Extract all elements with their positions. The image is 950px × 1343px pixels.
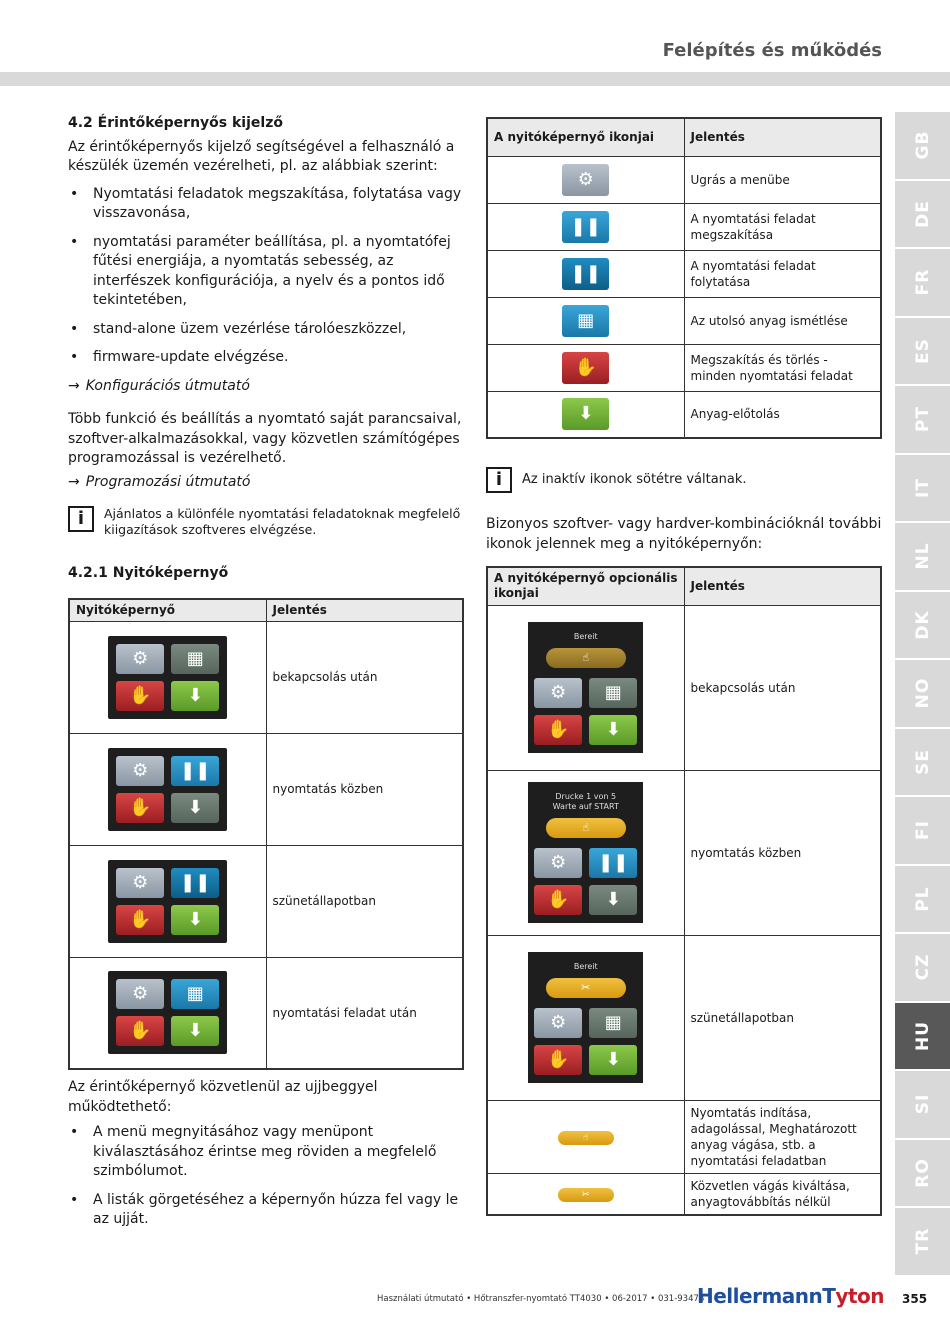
- pause-icon: ❚❚: [171, 756, 219, 786]
- pause-icon: ❚❚: [589, 848, 637, 878]
- lang-tab-es[interactable]: ES: [895, 318, 950, 387]
- table-row: [487, 605, 881, 770]
- gear-icon: ⚙: [534, 1008, 582, 1038]
- paragraph-3: Az érintőképernyő közvetlenül az ujjbeggyel működtethető:: [68, 1079, 378, 1115]
- lang-tab-pt[interactable]: PT: [895, 386, 950, 455]
- table-row: [487, 156, 881, 203]
- cancel-hand-icon: ✋: [534, 885, 582, 915]
- gear-icon: ⚙: [116, 979, 164, 1009]
- table-row: [487, 250, 881, 297]
- screen-thumbnail: [108, 971, 227, 1054]
- table-row: [487, 344, 881, 391]
- cancel-hand-icon: ✋: [116, 681, 164, 711]
- table-row: [487, 770, 881, 935]
- start-pill-icon: ☝: [558, 1131, 614, 1145]
- screen-thumbnail: Bereit ✂ ⚙ ▦ ✋ ⬇: [528, 952, 643, 1083]
- table-row: [487, 297, 881, 344]
- gear-icon: ⚙: [116, 644, 164, 674]
- lang-tab-gb[interactable]: GB: [895, 112, 950, 181]
- table-cell: szünetállapotban: [266, 845, 463, 957]
- lang-tab-ro[interactable]: RO: [895, 1140, 950, 1209]
- repeat-label-icon: ▦: [171, 979, 219, 1009]
- arrow-right-icon: →: [68, 473, 80, 490]
- pause-icon: ❚❚: [562, 211, 609, 243]
- config-guide-reference: → Konfigurációs útmutató: [68, 377, 250, 394]
- table-row: [487, 391, 881, 438]
- list-item: • A listák görgetéséhez a képernyőn húzza fel vagy le az ujját.: [68, 1191, 464, 1230]
- arrow-right-icon: →: [68, 377, 80, 394]
- optional-icons-table: [486, 566, 882, 1216]
- lang-tab-cz[interactable]: CZ: [895, 934, 950, 1003]
- table-row: [69, 957, 463, 1069]
- table-row: [69, 845, 463, 957]
- programming-guide-reference: → Programozási útmutató: [68, 473, 251, 490]
- lang-tab-pl[interactable]: PL: [895, 866, 950, 935]
- start-pill-icon: ☝: [546, 818, 626, 838]
- screen-thumbnail: Bereit ☝ ⚙ ▦ ✋ ⬇: [528, 622, 643, 753]
- feature-list: [68, 185, 464, 368]
- lang-tab-nl[interactable]: NL: [895, 523, 950, 592]
- start-pill-icon: ☝: [546, 648, 626, 668]
- header-bar: [0, 72, 950, 86]
- list-item: • nyomtatási paraméter beállítása, pl. a nyomtatófej fűtési energiája, a nyomtatás sebesség, az interfészek konfigurációja, a nyelv és a pontos idő tekintetében,: [68, 233, 464, 311]
- optional-icons-paragraph: Bizonyos szoftver- vagy hardver-kombinációknál további ikonok jelennek meg a nyitóképernyőn:: [486, 516, 882, 552]
- lang-tab-fi[interactable]: FI: [895, 797, 950, 866]
- table-header: Jelentés: [266, 599, 463, 622]
- screen-thumbnail: [108, 636, 227, 719]
- repeat-label-icon: ▦: [562, 305, 609, 337]
- gear-icon: ⚙: [534, 848, 582, 878]
- lang-tab-se[interactable]: SE: [895, 729, 950, 798]
- scissors-pill-icon: ✂: [546, 978, 626, 998]
- screen-thumbnail: [108, 860, 227, 943]
- lang-tab-dk[interactable]: DK: [895, 592, 950, 661]
- table-row: [69, 621, 463, 733]
- table-row: [69, 733, 463, 845]
- lang-tab-it[interactable]: IT: [895, 455, 950, 524]
- lang-tab-fr[interactable]: FR: [895, 249, 950, 318]
- intro-paragraph: Az érintőképernyős kijelző segítségével a felhasználó a készülék üzemén vezérelheti, pl. az alábbiak szerint:: [68, 138, 455, 174]
- table-cell: Ugrás a menübe: [684, 156, 881, 203]
- feed-arrow-icon: ⬇: [171, 793, 219, 823]
- brand-logo: HellermannTyton: [697, 1284, 884, 1308]
- left-column: [68, 114, 464, 1239]
- table-cell: nyomtatás közben: [684, 770, 881, 935]
- repeat-label-icon: ▦: [171, 644, 219, 674]
- screen-thumbnail: [108, 748, 227, 831]
- info-icon: i: [486, 467, 512, 493]
- resume-icon: ❚❚: [171, 868, 219, 898]
- cancel-hand-icon: ✋: [116, 1016, 164, 1046]
- footer-text: Használati útmutató • Hőtranszfer-nyomtató TT4030 • 06-2017 • 031-93478: [377, 1294, 705, 1304]
- paragraph-2: Több funkció és beállítás a nyomtató saját parancsaival, szoftver-alkalmazásokkal, vagy közvetlen számítógépes programozással is vezérelhető.: [68, 411, 462, 466]
- start-screen-table: [68, 598, 464, 1071]
- lang-tab-no[interactable]: NO: [895, 660, 950, 729]
- right-column: [486, 117, 882, 1216]
- icons-table: [486, 117, 882, 439]
- gear-icon: ⚙: [116, 868, 164, 898]
- table-cell: Az utolsó anyag ismétlése: [684, 297, 881, 344]
- list-item: • stand-alone üzem vezérlése tárolóeszközzel,: [68, 320, 464, 340]
- table-cell: A nyomtatási feladat megszakítása: [684, 203, 881, 250]
- page-header-title: Felépítés és működés: [662, 40, 882, 61]
- table-row: [487, 1173, 881, 1215]
- repeat-label-icon: ▦: [589, 1008, 637, 1038]
- table-cell: bekapcsolás után: [266, 621, 463, 733]
- feed-arrow-icon: ⬇: [562, 398, 609, 430]
- language-tabs: [895, 112, 950, 1277]
- feed-arrow-icon: ⬇: [589, 715, 637, 745]
- lang-tab-si[interactable]: SI: [895, 1071, 950, 1140]
- gear-icon: ⚙: [116, 756, 164, 786]
- table-cell: bekapcsolás után: [684, 605, 881, 770]
- table-row: [487, 1100, 881, 1173]
- list-item: • Nyomtatási feladatok megszakítása, folytatása vagy visszavonása,: [68, 185, 464, 224]
- list-item: • A menü megnyitásához vagy menüpont kiválasztásához érintse meg röviden a megfelelő szimbólumot.: [68, 1123, 464, 1182]
- table-header: Jelentés: [684, 567, 881, 605]
- lang-tab-hu[interactable]: HU: [895, 1003, 950, 1072]
- gear-icon: ⚙: [534, 678, 582, 708]
- table-cell: nyomtatás közben: [266, 733, 463, 845]
- info-note: i Ajánlatos a különféle nyomtatási feladatoknak megfelelő kiigazítások szoftveres elvégzése.: [68, 506, 464, 538]
- cancel-hand-icon: ✋: [534, 1045, 582, 1075]
- cancel-hand-icon: ✋: [562, 352, 609, 384]
- gear-icon: ⚙: [562, 164, 609, 196]
- table-cell: szünetállapotban: [684, 935, 881, 1100]
- feed-arrow-icon: ⬇: [589, 1045, 637, 1075]
- table-row: [487, 935, 881, 1100]
- cancel-hand-icon: ✋: [534, 715, 582, 745]
- info-icon: i: [68, 506, 94, 532]
- feed-arrow-icon: ⬇: [171, 905, 219, 935]
- screen-thumbnail: Drucke 1 von 5 Warte auf START ☝ ⚙ ❚❚ ✋ ⬇: [528, 782, 643, 923]
- feed-arrow-icon: ⬇: [171, 681, 219, 711]
- table-header: A nyitóképernyő opcionális ikonjai: [487, 567, 684, 605]
- feed-arrow-icon: ⬇: [589, 885, 637, 915]
- table-header: Nyitóképernyő: [69, 599, 266, 622]
- table-cell: Nyomtatás indítása, adagolással, Meghatározott anyag vágása, stb. a nyomtatási feladatban: [684, 1100, 881, 1173]
- table-header: A nyitóképernyő ikonjai: [487, 118, 684, 156]
- lang-tab-de[interactable]: DE: [895, 181, 950, 250]
- resume-icon: ❚❚: [562, 258, 609, 290]
- table-cell: Megszakítás és törlés - minden nyomtatási feladat: [684, 344, 881, 391]
- table-cell: A nyomtatási feladat folytatása: [684, 250, 881, 297]
- scissors-pill-icon: ✂: [558, 1188, 614, 1202]
- table-cell: Anyag-előtolás: [684, 391, 881, 438]
- cancel-hand-icon: ✋: [116, 793, 164, 823]
- info-note: i Az inaktív ikonok sötétre váltanak.: [486, 467, 882, 493]
- page-number: 355: [902, 1292, 928, 1306]
- cancel-hand-icon: ✋: [116, 905, 164, 935]
- table-cell: Közvetlen vágás kiváltása, anyagtovábbítás nélkül: [684, 1173, 881, 1215]
- repeat-label-icon: ▦: [589, 678, 637, 708]
- table-row: [487, 203, 881, 250]
- table-cell: nyomtatási feladat után: [266, 957, 463, 1069]
- feed-arrow-icon: ⬇: [171, 1016, 219, 1046]
- list-item: • firmware-update elvégzése.: [68, 348, 464, 368]
- lang-tab-tr[interactable]: TR: [895, 1208, 950, 1277]
- table-header: Jelentés: [684, 118, 881, 156]
- subsection-heading: 4.2.1 Nyitóképernyő: [68, 565, 229, 581]
- touch-list: [68, 1123, 464, 1230]
- section-heading: 4.2 Érintőképernyős kijelző: [68, 115, 283, 131]
